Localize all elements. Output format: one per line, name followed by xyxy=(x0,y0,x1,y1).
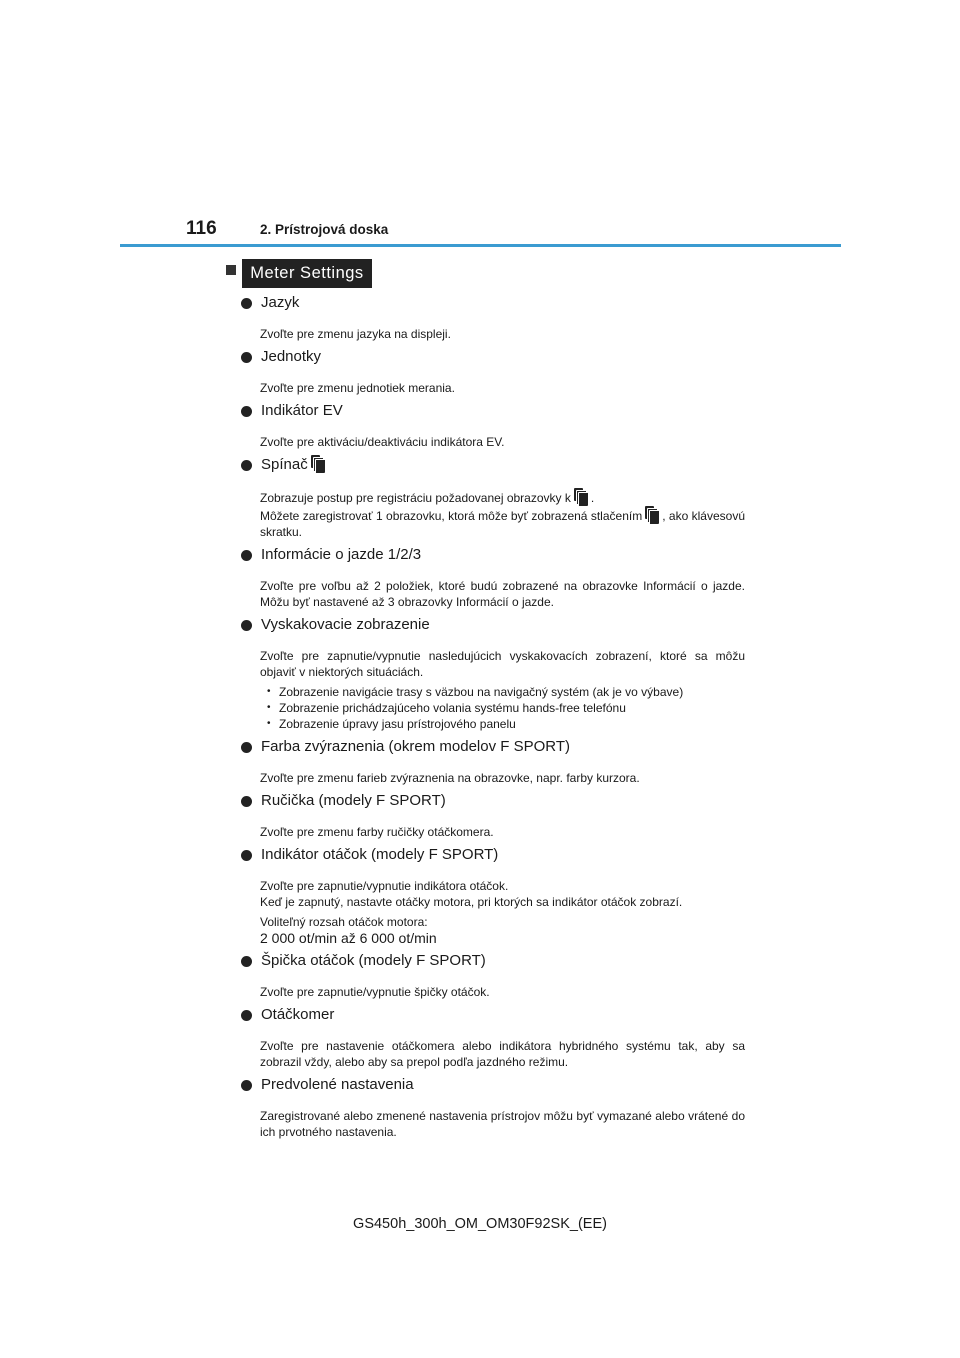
list-item xyxy=(240,844,745,946)
bullet-icon xyxy=(241,742,252,753)
bullet-icon xyxy=(241,850,252,861)
page-number: 116 xyxy=(186,218,217,239)
bullet-icon xyxy=(241,1010,252,1021)
document-code: GS450h_300h_OM_OM30F92SK_(EE) xyxy=(353,1216,607,1232)
item-description: Môžete zaregistrovať 1 obrazovku, ktorá môže byť zobrazená stlačením xyxy=(260,509,643,523)
bullet-icon xyxy=(241,460,252,471)
item-title: Farba zvýraznenia (okrem modelov F SPORT) xyxy=(261,738,570,755)
list-item xyxy=(240,454,745,540)
item-title: Predvolené nastavenia xyxy=(261,1076,414,1093)
item-description: Zvoľte pre zapnutie/vypnutie špičky otáčok. xyxy=(260,985,490,999)
item-title: Informácie o jazde 1/2/3 xyxy=(261,546,422,563)
item-description: Zvoľte pre zapnutie/vypnutie nasledujúcich vyskakovacích zobrazení, ktoré sa môžu objaviť v niektorých situáciách. xyxy=(260,649,745,679)
bullet-icon xyxy=(241,620,252,631)
item-description: Zobrazuje postup pre registráciu požadovanej obrazovky k xyxy=(260,491,571,505)
item-title: Ručička (modely F SPORT) xyxy=(261,792,446,809)
list-item xyxy=(240,292,745,342)
list-item xyxy=(240,1004,745,1070)
bullet-icon xyxy=(241,406,252,417)
item-description: , ako klávesovú skratku. xyxy=(260,509,746,539)
item-description: Keď je zapnutý, nastavte otáčky motora, pri ktorých sa indikátor otáčok zobrazí. xyxy=(260,895,683,909)
item-title: Špička otáčok (modely F SPORT) xyxy=(261,952,486,969)
list-item xyxy=(240,1074,745,1140)
item-description: Zaregistrované alebo zmenené nastavenia prístrojov môžu byť vymazané alebo vrátené do ich prvotného nastavenia. xyxy=(260,1109,745,1139)
item-title: Spínač xyxy=(261,456,308,473)
chapter-title: 2. Prístrojová doska xyxy=(260,222,389,237)
item-description: Zvoľte pre nastavenie otáčkomera alebo indikátora hybridného systému tak, aby sa zobrazil vždy, alebo aby sa prepol podľa jazdného režimu. xyxy=(260,1039,745,1069)
item-description: Zvoľte pre zmenu jazyka na displeji. xyxy=(260,327,451,341)
sub-list-item: • Zobrazenie navigácie trasy s väzbou na navigačný systém (ak je vo výbave) xyxy=(267,684,745,700)
screens-icon xyxy=(311,455,325,473)
screens-icon xyxy=(645,506,659,524)
header-rule xyxy=(120,244,841,247)
item-title: Vyskakovacie zobrazenie xyxy=(261,616,430,633)
item-title: Jednotky xyxy=(261,348,322,365)
item-description: Zvoľte pre voľbu až 2 položiek, ktoré budú zobrazené na obrazovke Informácií o jazde. Môžu byť nastavené až 3 obrazovky Informácií o jazde. xyxy=(260,579,745,609)
item-description: Zvoľte pre zmenu jednotiek merania. xyxy=(260,381,455,395)
item-description: Zvoľte pre zapnutie/vypnutie indikátora otáčok. xyxy=(260,879,509,893)
item-description: Zvoľte pre zmenu farby ručičky otáčkomera. xyxy=(260,825,494,839)
item-title: Indikátor otáčok (modely F SPORT) xyxy=(261,846,499,863)
settings-list xyxy=(240,292,745,1144)
bullet-icon xyxy=(241,352,252,363)
list-item xyxy=(240,736,745,786)
range-label: Voliteľný rozsah otáčok motora: xyxy=(260,915,428,929)
screens-icon xyxy=(574,488,588,506)
bullet-icon xyxy=(241,1080,252,1091)
bullet-icon xyxy=(241,550,252,561)
list-item xyxy=(240,346,745,396)
list-item xyxy=(240,400,745,450)
list-item xyxy=(240,614,745,732)
punctuation: . xyxy=(590,491,595,505)
item-description: Zvoľte pre zmenu farieb zvýraznenia na obrazovke, napr. farby kurzora. xyxy=(260,771,640,785)
bullet-icon xyxy=(241,796,252,807)
item-title: Otáčkomer xyxy=(261,1006,335,1023)
section-marker-icon xyxy=(226,265,236,275)
sub-list xyxy=(260,684,745,732)
sub-list-item: • Zobrazenie prichádzajúceho volania systému hands-free telefónu xyxy=(267,700,745,716)
section-title: Meter Settings xyxy=(242,259,372,288)
item-title: Jazyk xyxy=(261,294,300,311)
item-title: Indikátor EV xyxy=(261,402,343,419)
item-description: Zvoľte pre aktiváciu/deaktiváciu indikátora EV. xyxy=(260,435,505,449)
list-item xyxy=(240,950,745,1000)
list-item xyxy=(240,544,745,610)
bullet-icon xyxy=(241,956,252,967)
bullet-icon xyxy=(241,298,252,309)
range-value: 2 000 ot/min až 6 000 ot/min xyxy=(260,930,437,946)
sub-list-item: • Zobrazenie úpravy jasu prístrojového panelu xyxy=(267,716,745,732)
list-item xyxy=(240,790,745,840)
